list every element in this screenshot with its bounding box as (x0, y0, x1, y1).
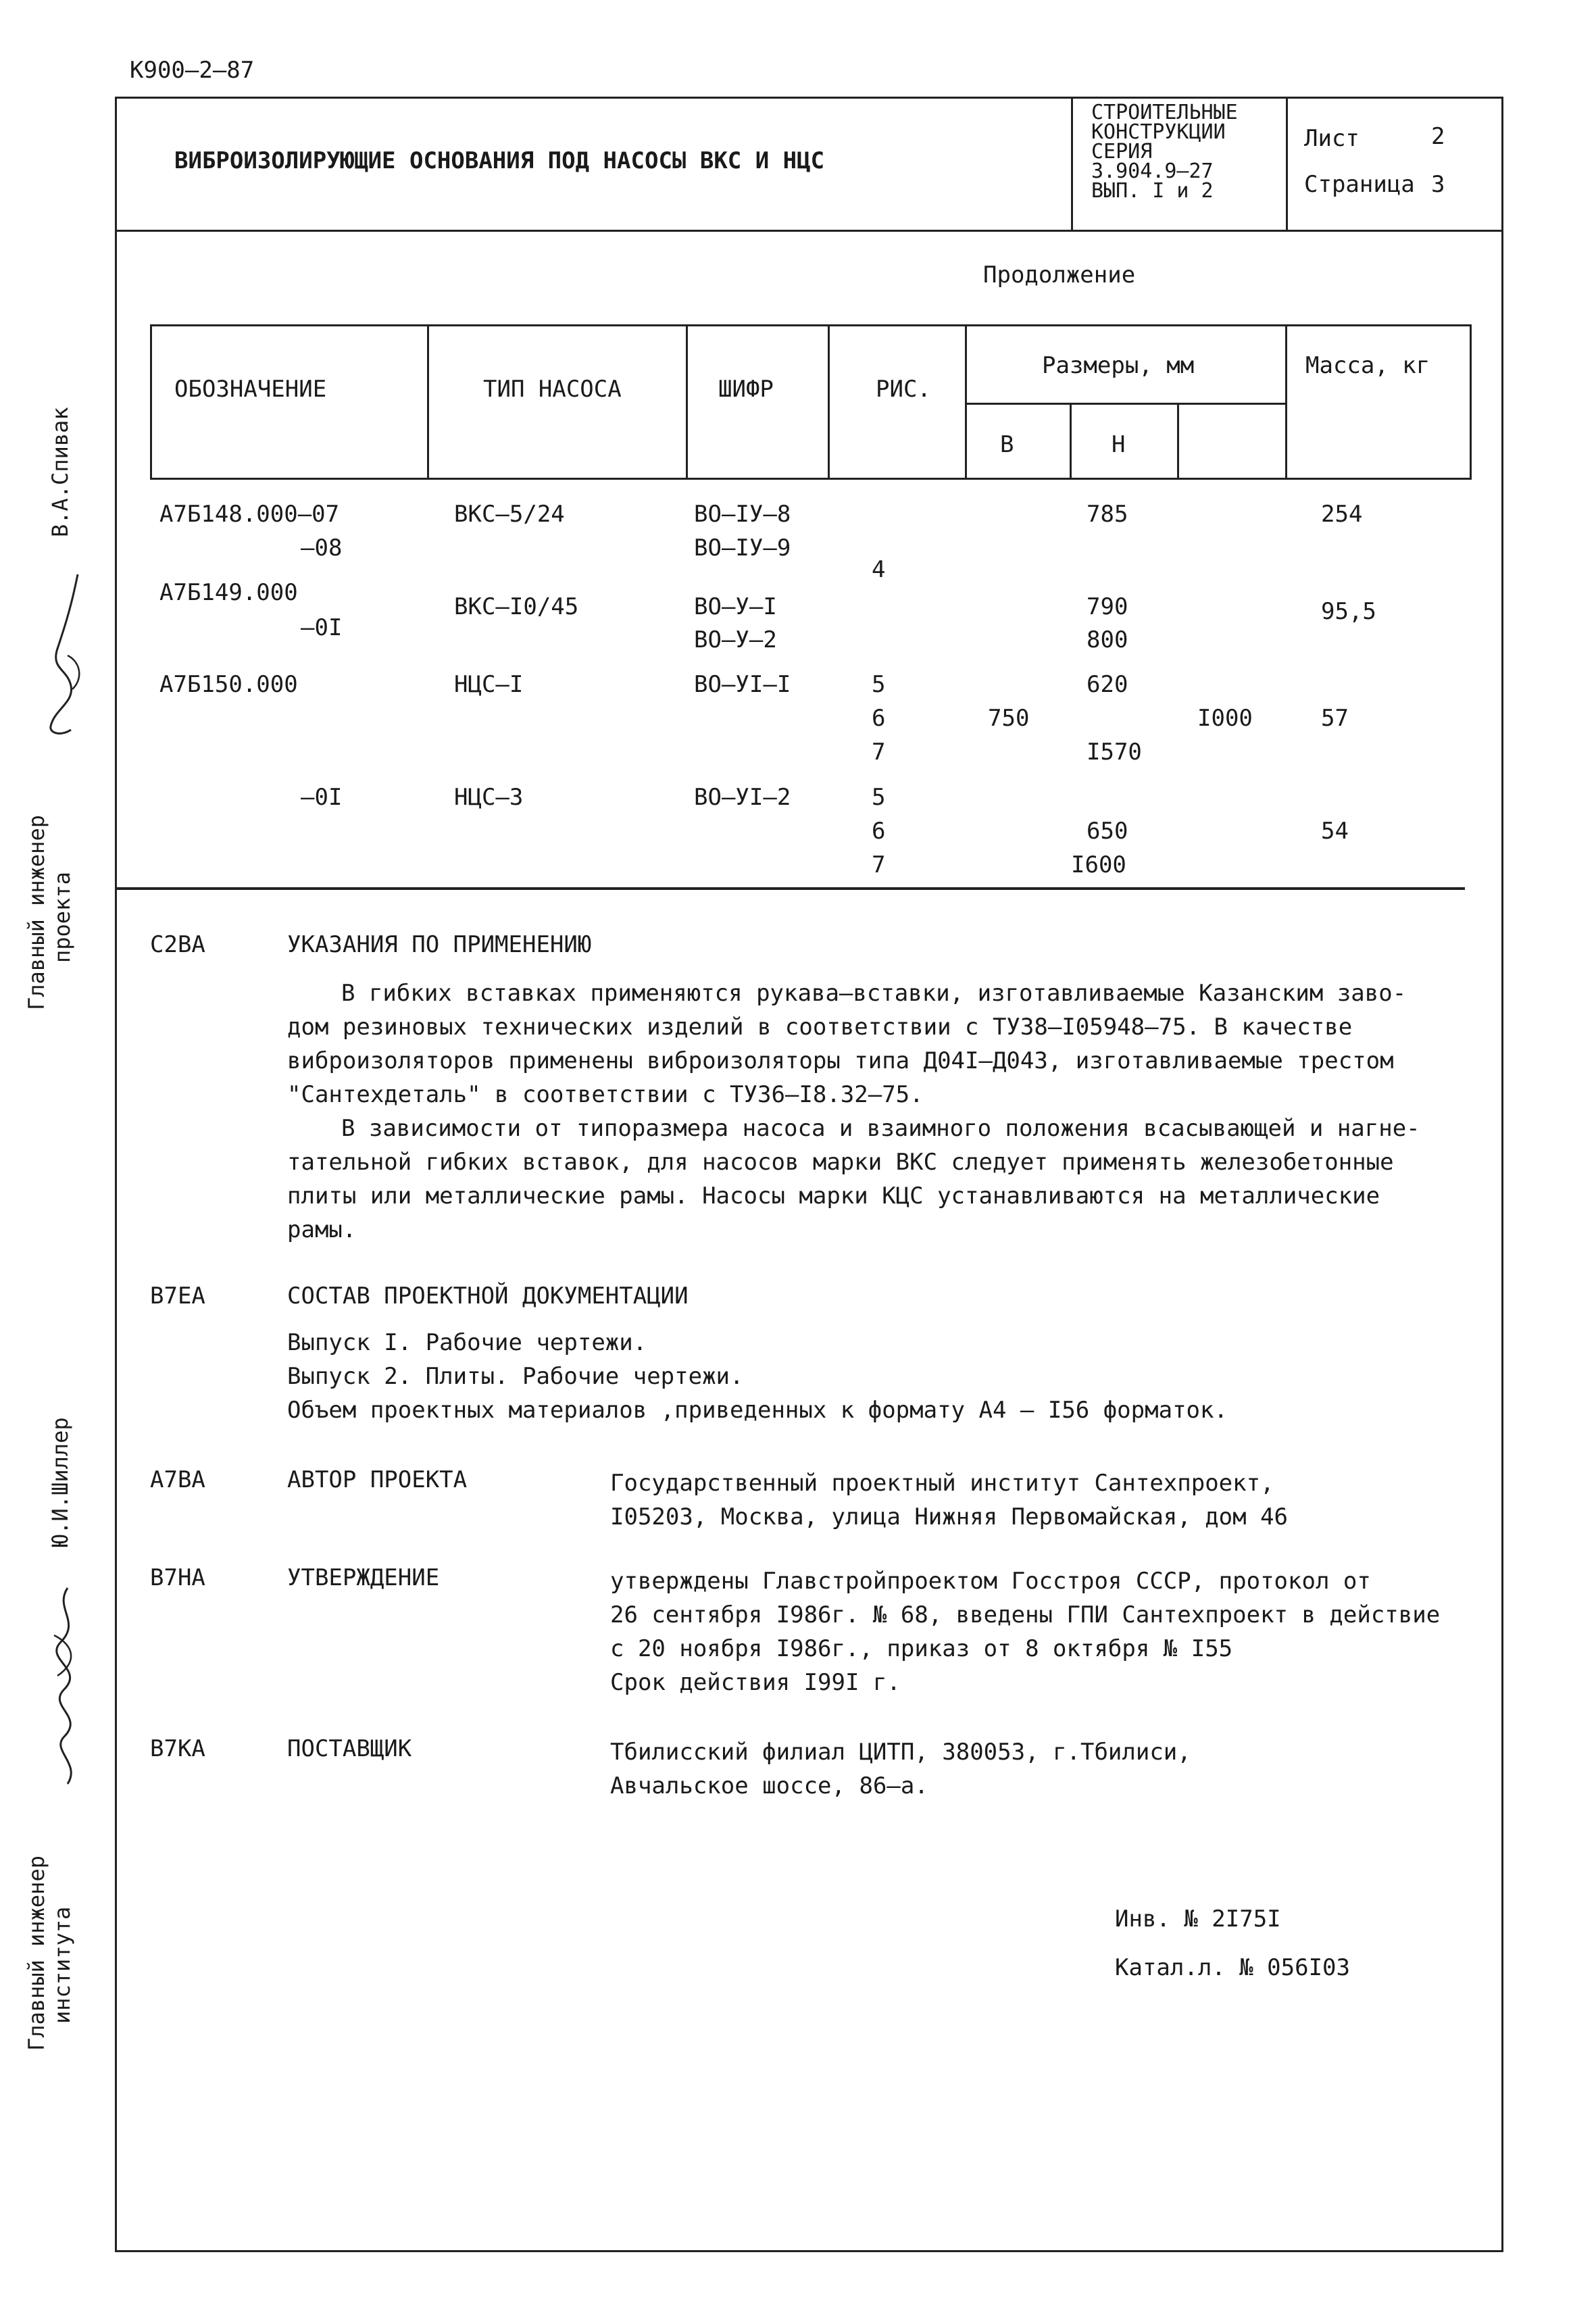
table-cell: НЦС–I (454, 671, 524, 698)
table-cell: А7Б150.000 (159, 671, 298, 698)
table-cell: –0I (301, 784, 343, 811)
table-cell: 5 (872, 671, 886, 698)
author-text (610, 1466, 1288, 1534)
text-line: Тбилисский филиал ЦИТП, 380053, г.Тбилиси, (610, 1739, 1191, 1766)
text-line: Главный инженер (24, 1856, 49, 2051)
title-block-divider (115, 230, 1503, 232)
text-line: рамы. (287, 1216, 357, 1243)
section-title-supplier: ПОСТАВЩИК (287, 1735, 412, 1762)
table-subheader-line (965, 403, 1287, 405)
sheet-number: 2 (1431, 123, 1445, 150)
table-cell: 7 (872, 739, 886, 766)
table-cell: А7Б149.000 (159, 579, 298, 606)
table-col-line (427, 324, 429, 480)
text-line: I05203, Москва, улица Нижняя Первомайская, дом 46 (610, 1503, 1289, 1530)
text-line: дом резиновых технических изделий в соответствии с ТУ38–I05948–75. В качестве (287, 1014, 1353, 1041)
table-cell: 800 (1087, 626, 1128, 653)
table-cell: –0I (301, 614, 343, 641)
text-line: 26 сентября I986г. № 68, введены ГПИ Сантехпроект в действие (610, 1601, 1441, 1628)
table-cell: 4 (872, 556, 886, 583)
text-line: Объем проектных материалов ,приведенных к формату А4 – I56 форматок. (287, 1397, 1228, 1424)
text-line: Срок действия I99I г. (610, 1669, 901, 1696)
series-line: КОНСТРУКЦИИ (1091, 120, 1226, 144)
text-line: "Сантехдеталь" в соответствии с ТУ36–I8.32–75. (287, 1081, 924, 1108)
table-cell: ВО–У–I (694, 593, 777, 620)
margin-name-1: В.А.Спивак (47, 407, 73, 537)
catalog-number: Катал.л. № 056I03 (1115, 1954, 1350, 1981)
table-cell: –08 (301, 534, 343, 562)
text-line: проекта (49, 872, 75, 963)
text-line: плиты или металлические рамы. Насосы марки КЦС устанавливаются на металлические (287, 1183, 1380, 1210)
page-label: Страница (1304, 171, 1415, 198)
table-col-line (1177, 403, 1179, 480)
header-dim-h: Н (1112, 431, 1126, 458)
text-line: виброизоляторов применены виброизоляторы типа Д04I–Д043, изготавливаемые трестом (287, 1047, 1394, 1074)
table-col-line (686, 324, 688, 480)
table-col-line (1470, 324, 1472, 480)
table-cell: 790 (1087, 593, 1128, 620)
title-block-separator (1071, 97, 1073, 232)
table-cell: I600 (1071, 851, 1126, 878)
page-number: 3 (1431, 171, 1445, 198)
header-dimensions: Размеры, мм (1042, 352, 1195, 379)
section-code: В7ЕА (150, 1283, 205, 1310)
text-line: Авчальское шоссе, 86–а. (610, 1772, 928, 1799)
header-pump-type: ТИП НАСОСА (483, 376, 622, 403)
text-line: с 20 ноября I986г., приказ от 8 октября № I55 (610, 1635, 1233, 1662)
title-block-separator (1286, 97, 1288, 232)
table-cell: ВКС–5/24 (454, 501, 565, 528)
text-line: Государственный проектный институт Сантехпроект, (610, 1470, 1274, 1497)
docs-list (287, 1326, 1228, 1427)
section-code: В7КА (150, 1735, 205, 1762)
table-col-line (965, 324, 967, 480)
text-line: В зависимости от типоразмера насоса и взаимного положения всасывающей и нагне- (341, 1115, 1420, 1142)
table-header-bottom (150, 478, 1471, 480)
table-cell: 54 (1321, 818, 1349, 845)
table-top-border (150, 324, 1471, 326)
margin-role-2 (24, 1856, 75, 2051)
section-title-author: АВТОР ПРОЕКТА (287, 1466, 468, 1493)
table-cell: А7Б148.000–07 (159, 501, 340, 528)
series-block (1091, 103, 1238, 201)
document-code: К900–2–87 (130, 57, 255, 84)
signature-2 (27, 1581, 101, 1797)
table-cell: 785 (1087, 501, 1128, 528)
table-cell: 57 (1321, 705, 1349, 732)
margin-role-1 (24, 815, 75, 1010)
section-code: С2ВА (150, 931, 205, 958)
signature-1 (30, 568, 98, 743)
supplier-text (610, 1735, 1191, 1803)
table-cell: ВО–УI–I (694, 671, 791, 698)
header-designation: ОБОЗНАЧЕНИЕ (174, 376, 327, 403)
table-cell: НЦС–3 (454, 784, 524, 811)
series-line: 3.904.9–27 (1091, 159, 1214, 183)
table-cell: I570 (1087, 739, 1142, 766)
table-cell: 6 (872, 705, 886, 732)
table-cell: 7 (872, 851, 886, 878)
series-line: СЕРИЯ (1091, 140, 1153, 164)
section-code: В7НА (150, 1564, 205, 1591)
table-cell: I000 (1197, 705, 1253, 732)
sheet-label: Лист (1304, 125, 1360, 152)
table-cell: ВО–УI–2 (694, 784, 791, 811)
header-dim-b: В (1000, 431, 1014, 458)
approval-text (610, 1564, 1440, 1699)
header-code: ШИФР (718, 376, 774, 403)
continuation-label: Продолжение (983, 262, 1136, 289)
section-code: А7ВА (150, 1466, 205, 1493)
header-figure: РИС. (876, 376, 931, 403)
section-title-approval: УТВЕРЖДЕНИЕ (287, 1564, 440, 1591)
text-line: тательной гибких вставок, для насосов марки ВКС следует применять железобетонные (287, 1149, 1394, 1176)
document-title: ВИБРОИЗОЛИРУЮЩИЕ ОСНОВАНИЯ ПОД НАСОСЫ ВКС И НЦС (174, 147, 825, 174)
table-cell: 750 (988, 705, 1030, 732)
table-col-line (828, 324, 830, 480)
text-line: института (49, 1906, 75, 2024)
table-cell: 620 (1087, 671, 1128, 698)
text-line: Главный инженер (24, 815, 49, 1010)
table-cell: 5 (872, 784, 886, 811)
table-cell: ВО–IУ–9 (694, 534, 791, 562)
margin-name-2: Ю.И.Шиллер (47, 1417, 73, 1547)
usage-paragraph (287, 976, 1420, 1247)
series-line: ВЫП. I и 2 (1091, 179, 1214, 203)
table-col-line (1070, 403, 1072, 480)
table-cell: 650 (1087, 818, 1128, 845)
table-cell: ВКС–I0/45 (454, 593, 579, 620)
table-cell: 95,5 (1321, 598, 1376, 625)
inventory-number: Инв. № 2I75I (1115, 1906, 1281, 1933)
text-line: утверждены Главстройпроектом Госстроя СССР, протокол от (610, 1568, 1371, 1595)
text-line: Выпуск I. Рабочие чертежи. (287, 1329, 647, 1356)
table-cell: ВО–IУ–8 (694, 501, 791, 528)
text-line: В гибких вставках применяются рукава–вставки, изготавливаемые Казанским заво- (341, 980, 1407, 1007)
section-title-docs: СОСТАВ ПРОЕКТНОЙ ДОКУМЕНТАЦИИ (287, 1283, 689, 1310)
series-line: СТРОИТЕЛЬНЫЕ (1091, 101, 1238, 124)
table-col-line (1285, 324, 1287, 480)
table-cell: ВО–У–2 (694, 626, 777, 653)
section-title-usage: УКАЗАНИЯ ПО ПРИМЕНЕНИЮ (287, 931, 592, 958)
table-end-line (115, 887, 1465, 890)
text-line: Выпуск 2. Плиты. Рабочие чертежи. (287, 1363, 744, 1390)
table-col-line (150, 324, 152, 480)
header-mass: Масса, кг (1305, 352, 1430, 379)
table-cell: 6 (872, 818, 886, 845)
table-cell: 254 (1321, 501, 1363, 528)
